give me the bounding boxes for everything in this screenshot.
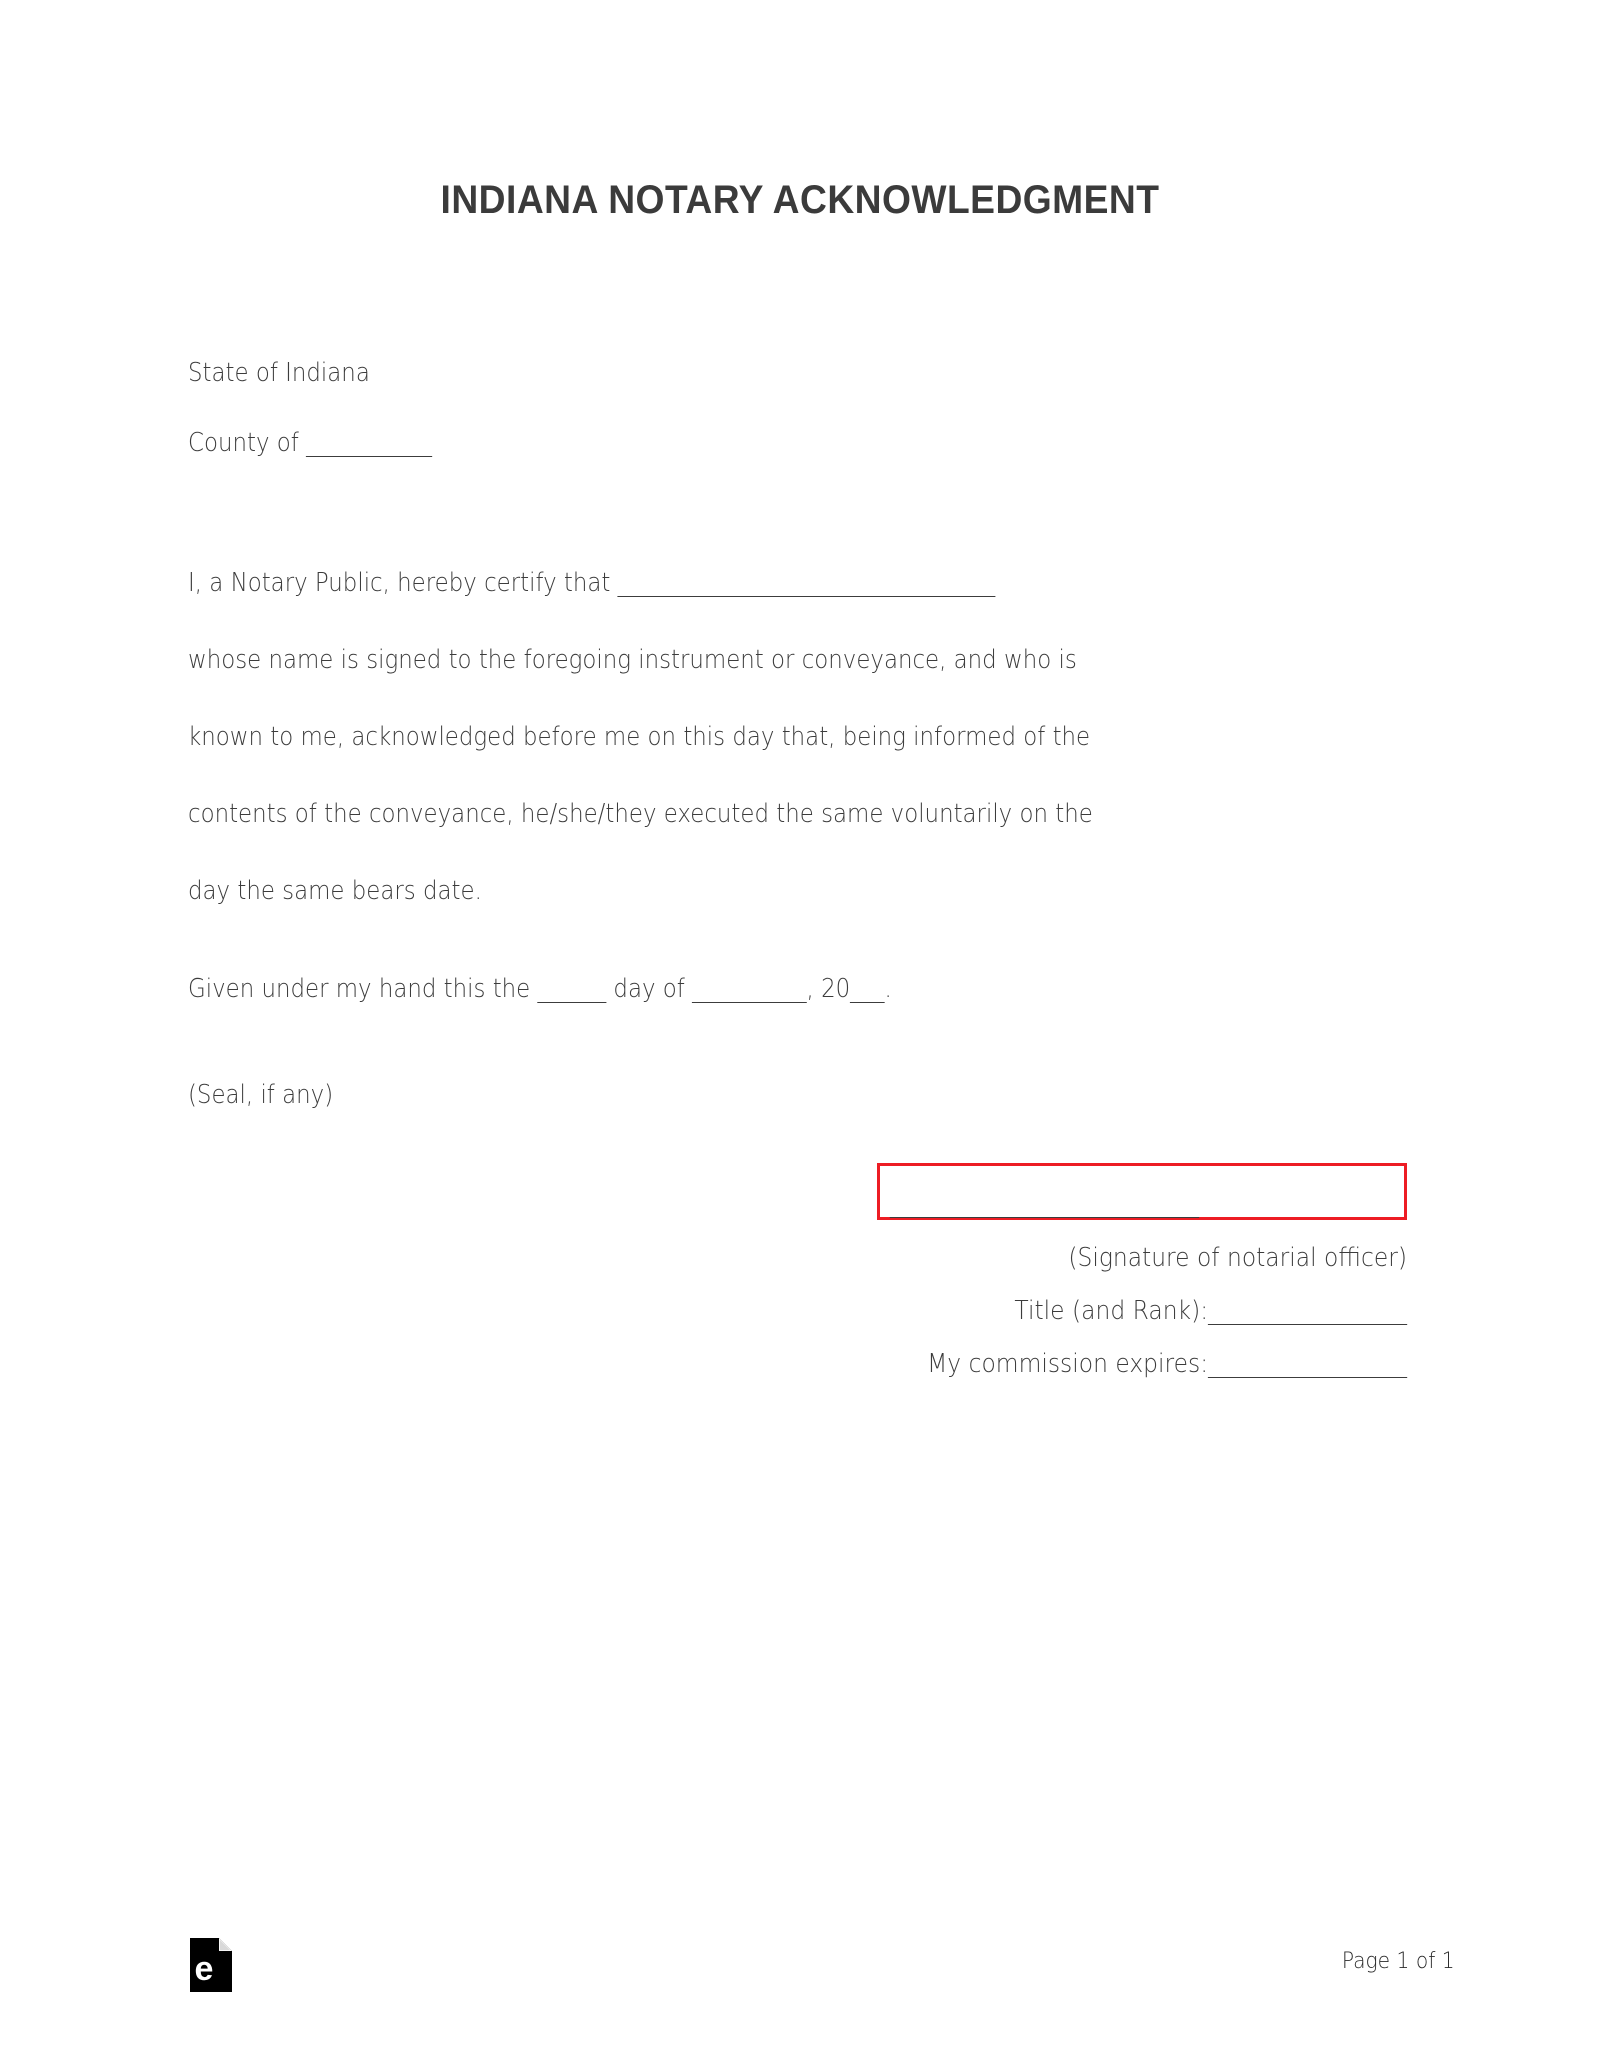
signature-caption: (Signature of notarial officer) xyxy=(1068,1243,1407,1273)
acknowledgment-line-3: known to me, acknowledged before me on this day that, being informed of the xyxy=(188,722,1091,752)
page-number: Page 1 of 1 xyxy=(1342,1949,1455,1974)
title-and-rank-field[interactable]: Title (and Rank):_________________ xyxy=(1014,1296,1407,1326)
svg-text:e: e xyxy=(194,1950,214,1988)
acknowledgment-line-2: whose name is signed to the foregoing instrument or conveyance, and who is xyxy=(188,645,1077,675)
page-title: INDIANA NOTARY ACKNOWLEDGMENT xyxy=(440,178,1160,222)
signature-field-underline: ___________________________ xyxy=(890,1189,1199,1219)
state-line: State of Indiana xyxy=(188,358,370,388)
signature-field-highlight[interactable] xyxy=(877,1163,1407,1220)
county-line[interactable]: County of ___________ xyxy=(188,428,432,458)
acknowledgment-line-4: contents of the conveyance, he/she/they executed the same voluntarily on the xyxy=(188,799,1093,829)
given-under-hand-line[interactable]: Given under my hand this the ______ day of __________, 20___. xyxy=(188,974,892,1004)
eforms-logo-icon xyxy=(190,1938,232,1992)
seal-note: (Seal, if any) xyxy=(188,1080,334,1110)
commission-expires-field[interactable]: My commission expires:_________________ xyxy=(927,1349,1407,1379)
acknowledgment-line-5: day the same bears date. xyxy=(188,876,482,906)
signature-block xyxy=(407,1243,1407,1402)
acknowledgment-line-1[interactable]: I, a Notary Public, hereby certify that _________________________________ xyxy=(188,568,996,598)
